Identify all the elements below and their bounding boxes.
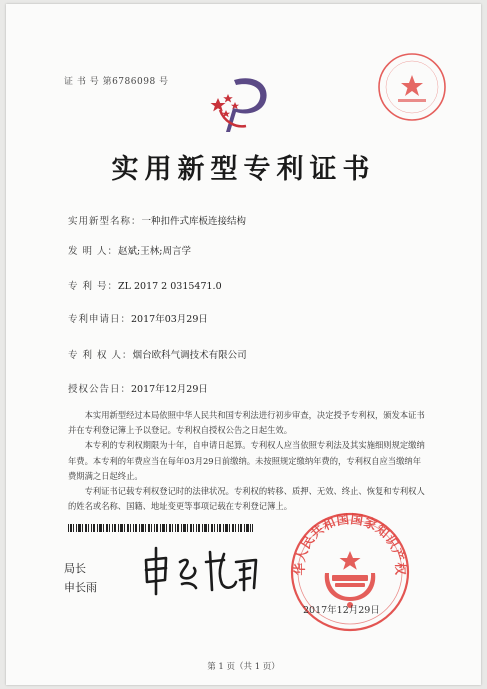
grant-date-row [68,381,208,395]
utility-model-name-row [68,213,246,227]
page-number: 第 1 页（共 1 页） [207,662,280,672]
signatory-name: 申长雨 [64,581,97,594]
certificate-number: 证 书 号 第6786098 号 [64,77,169,87]
utility-model-name-label: 实用新型名称： [68,216,142,227]
handwritten-signature [140,544,260,596]
filing-date-label: 专利申请日： [68,314,132,325]
inventor-value: 赵斌;王林;周言学 [118,246,191,257]
cnipa-logo [206,70,276,138]
grant-date: 2017年12月29日 [131,384,208,395]
agency-stamp [376,51,448,123]
filing-date-row [68,311,208,325]
body-paragraph-1: 本实用新型经过本局依照中华人民共和国专利法进行初步审查，决定授予专利权，颁发本证书并在专利登记簿上予以登记。专利权自授权公告之日起生效。 [68,410,425,436]
patentee-value: 烟台欧科气调技术有限公司 [132,350,247,361]
patent-number-label: 专 利 号： [68,281,119,292]
certificate-body [68,408,426,514]
inventor-row [68,243,191,257]
utility-model-name: 一种扣件式库板连接结构 [141,216,247,227]
signatory-labels [64,559,97,597]
patent-number: ZL 2017 2 0315471.0 [118,281,222,292]
patentee-row [68,347,247,361]
body-paragraph-2: 本专利的专利权期限为十年，自申请日起算。专利权人应当依照专利法及其实施细则规定缴纳年费。本专利的年费应当在每年03月29日前缴纳。未按照规定缴纳年费的，专利权自应当缴纳年费期满之日起终止。 [68,440,425,481]
grant-date-label: 授权公告日： [68,384,132,395]
patent-number-row [68,278,222,292]
body-paragraph-3: 专利证书记载专利权登记时的法律状况。专利权的转移、质押、无效、终止、恢复和专利权人的姓名或名称、国籍、地址变更等事项记载在专利登记簿上。 [68,486,425,512]
certificate-page [6,4,481,685]
official-seal [287,509,413,635]
barcode [68,524,253,532]
filing-date: 2017年03月29日 [131,314,208,325]
inventor-label: 发 明 人： [68,246,119,257]
seal-date: 2017年12月29日 [303,605,380,616]
signatory-title: 局长 [64,562,86,575]
seal-text: 华人民共和国国家知识产权 [291,511,409,576]
certificate-title: 实用新型专利证书 [111,154,376,185]
patentee-label: 专 利 权 人： [68,350,133,361]
